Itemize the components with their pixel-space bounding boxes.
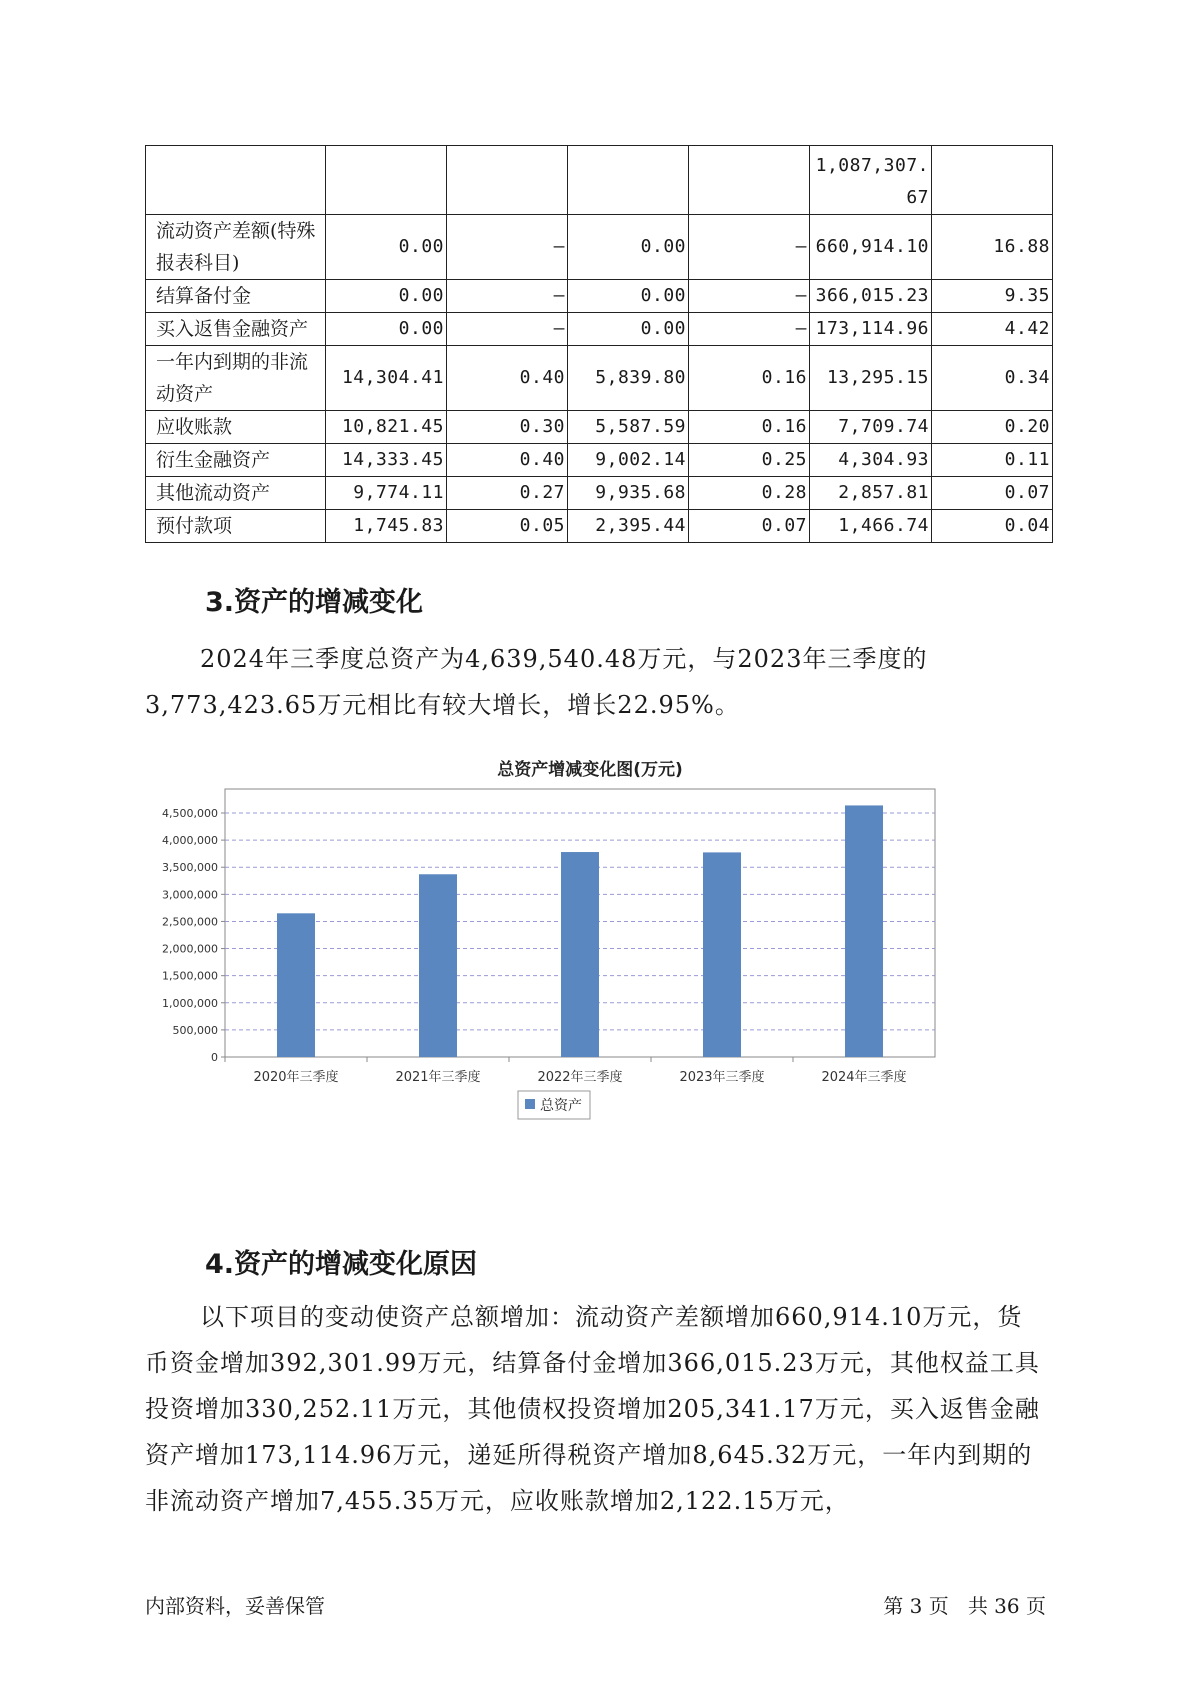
- y-tick-label: 1,000,000: [162, 996, 218, 1010]
- y-tick-label: 500,000: [172, 1023, 218, 1037]
- cell-c1: 10,821.45: [326, 411, 447, 444]
- cell-c2: –: [447, 313, 568, 346]
- table-row: [146, 146, 1053, 215]
- cell-c1: [326, 146, 447, 215]
- row-label: 其他流动资产: [146, 477, 326, 510]
- y-tick-label: 2,000,000: [162, 942, 218, 956]
- cell-c6: 0.20: [932, 411, 1053, 444]
- cell-c6: [932, 146, 1053, 215]
- table-row: [146, 280, 1053, 313]
- row-label: 流动资产差额(特殊报表科目): [146, 215, 326, 280]
- cell-c1: 0.00: [326, 313, 447, 346]
- cell-c6: 0.34: [932, 346, 1053, 411]
- cell-c3: 0.00: [568, 280, 689, 313]
- cell-c5: 173,114.96: [810, 313, 932, 346]
- y-tick-label: 3,500,000: [162, 861, 218, 875]
- table-row: [146, 477, 1053, 510]
- table-row: [146, 346, 1053, 411]
- section3-paragraph: 2024年三季度总资产为4,639,540.48万元，与2023年三季度的3,773,423.65万元相比有较大增长，增长22.95%。: [145, 645, 928, 719]
- cell-c5: 4,304.93: [810, 444, 932, 477]
- cell-c3: [568, 146, 689, 215]
- row-label: 预付款项: [146, 510, 326, 543]
- cell-c2: 0.27: [447, 477, 568, 510]
- cell-c5: 1,466.74: [810, 510, 932, 543]
- y-tick-label: 1,500,000: [162, 969, 218, 983]
- cell-c1: 14,304.41: [326, 346, 447, 411]
- row-label: 买入返售金融资产: [146, 313, 326, 346]
- total-assets-chart: [150, 755, 1030, 1225]
- cell-c1: 0.00: [326, 215, 447, 280]
- y-tick-label: 0: [211, 1051, 218, 1064]
- cell-c4: 0.25: [689, 444, 810, 477]
- cell-c5: 2,857.81: [810, 477, 932, 510]
- cell-c2: –: [447, 280, 568, 313]
- cell-c5: 7,709.74: [810, 411, 932, 444]
- table-row: [146, 510, 1053, 543]
- y-tick-label: 2,500,000: [162, 915, 218, 929]
- cell-c4: 0.07: [689, 510, 810, 543]
- table-row: [146, 411, 1053, 444]
- row-label: 结算备付金: [146, 280, 326, 313]
- cell-c4: –: [689, 280, 810, 313]
- legend-label: 总资产: [540, 1098, 582, 1114]
- cell-c4: 0.16: [689, 346, 810, 411]
- y-tick-label: 3,000,000: [162, 888, 218, 902]
- chart-title: 总资产增减变化图(万元): [497, 760, 683, 780]
- x-tick-label: 2024年三季度: [821, 1070, 907, 1085]
- y-tick-label: 4,500,000: [162, 807, 218, 820]
- x-tick-label: 2021年三季度: [395, 1070, 481, 1085]
- cell-c5: 13,295.15: [810, 346, 932, 411]
- cell-c1: 14,333.45: [326, 444, 447, 477]
- chart-svg: [150, 755, 1030, 1225]
- cell-c3: 5,839.80: [568, 346, 689, 411]
- x-tick-label: 2023年三季度: [679, 1070, 765, 1085]
- x-tick-label: 2020年三季度: [253, 1070, 339, 1085]
- cell-c6: 16.88: [932, 215, 1053, 280]
- table-row: [146, 215, 1053, 280]
- table-row: [146, 313, 1053, 346]
- cell-c4: 0.28: [689, 477, 810, 510]
- legend-swatch: [525, 1099, 535, 1109]
- bar: [561, 852, 599, 1057]
- row-label: 衍生金融资产: [146, 444, 326, 477]
- cell-c1: 0.00: [326, 280, 447, 313]
- cell-c3: 0.00: [568, 215, 689, 280]
- row-label: 一年内到期的非流动资产: [146, 346, 326, 411]
- bar: [419, 874, 457, 1057]
- bar: [845, 805, 883, 1057]
- cell-c2: –: [447, 215, 568, 280]
- cell-c5: 1,087,307.67: [810, 146, 932, 215]
- bar: [703, 852, 741, 1057]
- cell-c2: 0.40: [447, 444, 568, 477]
- cell-c6: 0.04: [932, 510, 1053, 543]
- cell-c2: 0.40: [447, 346, 568, 411]
- cell-c4: –: [689, 215, 810, 280]
- x-tick-label: 2022年三季度: [537, 1070, 623, 1085]
- cell-c5: 660,914.10: [810, 215, 932, 280]
- cell-c4: –: [689, 313, 810, 346]
- cell-c2: 0.30: [447, 411, 568, 444]
- asset-table: [145, 145, 1053, 543]
- bar: [277, 913, 315, 1057]
- footer-confidential: 内部资料，妥善保管: [145, 1594, 325, 1618]
- cell-c6: 0.07: [932, 477, 1053, 510]
- cell-c3: 9,002.14: [568, 444, 689, 477]
- section3-heading: 3.资产的增减变化: [205, 587, 424, 618]
- cell-c4: 0.16: [689, 411, 810, 444]
- cell-c2: [447, 146, 568, 215]
- cell-c4: [689, 146, 810, 215]
- y-tick-label: 4,000,000: [162, 834, 218, 848]
- section4-heading: 4.资产的增减变化原因: [205, 1249, 478, 1280]
- cell-c5: 366,015.23: [810, 280, 932, 313]
- cell-c3: 5,587.59: [568, 411, 689, 444]
- cell-c6: 4.42: [932, 313, 1053, 346]
- table-row: [146, 444, 1053, 477]
- section4-paragraph: 以下项目的变动使资产总额增加：流动资产差额增加660,914.10万元，货币资金增加392,301.99万元，结算备付金增加366,015.23万元，其他权益工具投资增加330,252.11万元，其他债权投资增加205,341.17万元，买入返售金融资产增加173,114.96万元，递延所得税资产增加8,645.32万元，一年内到期的非流动资产增加7,455.35万元，应收账款增加2,122.15万元，: [145, 1303, 1040, 1515]
- cell-c3: 0.00: [568, 313, 689, 346]
- cell-c1: 9,774.11: [326, 477, 447, 510]
- row-label: 应收账款: [146, 411, 326, 444]
- cell-c6: 0.11: [932, 444, 1053, 477]
- cell-c2: 0.05: [447, 510, 568, 543]
- cell-c6: 9.35: [932, 280, 1053, 313]
- cell-c3: 2,395.44: [568, 510, 689, 543]
- footer-page-number: 第 3 页 共 36 页: [883, 1594, 1046, 1618]
- cell-c3: 9,935.68: [568, 477, 689, 510]
- cell-c1: 1,745.83: [326, 510, 447, 543]
- row-label: [146, 146, 326, 215]
